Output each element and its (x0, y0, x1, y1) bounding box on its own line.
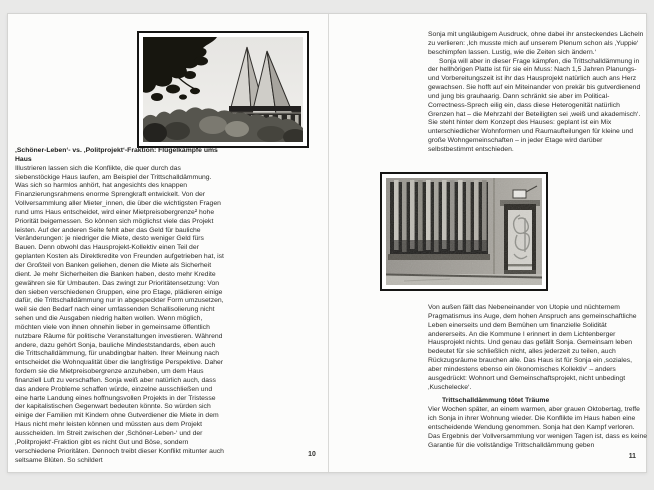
spine-divider (328, 14, 329, 472)
church-spires-photo (143, 37, 303, 142)
left-body-paragraph: Illustrieren lassen sich die Konflikte, die quer durch das siebenstöckige Haus laufen, am Beispiel der Trittschalldämmung. Was sich so harmlos anhört, hat angesichts des knappen Finanzierungsrahmens enorme Sprengkraft entwickelt. Von der Vollversammlung aller Mieter_innen, die über die wichtigsten Fragen rund ums Haus entscheidet, wird einer Mietpreisobergrenze² hohe Priorität beigemessen. So können sich möglichst viele das Projekt leisten. Auf der anderen Seite fehlt aber das Geld für bauliche Veränderungen: je niedriger die Miete, desto weniger Geld fürs Bauen. Denn obwohl das Hausprojekt-Kollektiv einen Teil der geplanten Kosten als Direktkredite von Freunden aufgetrieben hat, ist der Großteil von Banken geliehen, denen die Miete als Sicherheit dient. Je mehr Sicherheiten die Banken haben, desto mehr Kredite gewähren sie für Umbauten. Das zwingt zur Prioritätensetzung: Von den sieben verschiedenen Gruppen, eine pro Etage, plädieren einige dafür, die Trittschalldämmung nur in abgespeckter Form umzusetzen, weil sie den Bedarf nach einer umfassenden Schallisolierung nicht sehen und die Ausgaben niedrig halten wollen. Wenn möglich, möchten viele von ihnen ohnehin lieber in gemeinsame öffentlich nutzbare Räume für politische Veranstaltungen investieren. Während andere, dazu gehört Sonja, bauliche Mindeststandards, eben auch die Trittschalldämmung, für unabdingbar halten. Ihrer Meinung nach entscheidet die Wohnqualität über die langfristige Perspektive. Daher fordern sie die Mietpreisobergrenze anzuheben, um dem Haus finanziell Luft zu verschaffen. Sonja weiß aber natürlich auch, dass das andere Probleme schaffen würde, einzelne ausschließen und eine harte Landung eines hoffnungsvollen Projekts in der Tristesse der kapitalistischen Gegenwart bedeuten könnte. So würden sich einige der Familien mit Kindern ohne Gutverdiener die Miete in dem Haus nicht mehr leisten können und müssten aus dem Projekt ausscheiden. Im Streit zwischen der ‚Schöner-Leben-‘ und der ‚Politprojekt‘-Fraktion gibt es nicht Gut und Böse, sondern verschiedene Prioritäten. Dennoch treibt dieser Konflikt mitunter auch seltsame Blüten. So schildert (15, 164, 224, 464)
paragraph: Sonja will aber in dieser Frage kämpfen, die Trittschalldämmung in der hellhörigen Platte ist für sie ein Muss: Nach 1,5 Jahren Planungs- und Vorbereitungszeit ist ihr das Hausprojekt natürlich auch ans Herz gewachsen. Sie hofft auf ein Miteinander von prekär bis gutverdienend und jung bis grauhaarig. Dann schränkt sie aber im Political-Correctness-Sprech eilig ein, dass diese Heterogenität natürlich Grenzen hat – die Mehrzahl der Beteiligten sei ‚weiß und akademisch‘. Sie steht hinter dem Konzept des Hauses: geplant ist ein Mix unterschiedlicher Wohnformen und Raumaufteilungen für kleine und große Wohngemeinschaften – in jeder Etage wird darüber selbstbestimmt entschieden. (428, 57, 641, 153)
page-left (8, 14, 328, 472)
paragraph: Vier Wochen später, an einem warmen, aber grauen Oktobertag, treffe ich Sonja in ihrer Wohnung wieder. Die Konflikte im Haus haben eine entscheidende Wendung genommen. Sonja hat den Kampf verloren. Das Ergebnis der Vollversammlung vor wenigen Tagen ist, dass es keine Garantie für die vollständige Trittschalldämmung geben (428, 406, 647, 449)
paragraph: Von außen fällt das Nebeneinander von Utopie und nüchternem Pragmatismus ins Auge, dem hohen Anspruch ans gemeinschaftliche Leben einerseits und dem Bemühen um finanzielle Solidität andererseits. An die Kommune I erinnert in dem Lichtenberger Hausprojekt nichts. Und genau das gefällt Sonja. Gemeinsam leben bedeutet für sie schließlich nicht, alles jederzeit zu teilen, auch Rückzugsräume brauchen alle. Das Haus ist für Sonja ein ‚soziales, aber mindestens ebenso ein ökonomisches Kollektiv‘ – anders ausgedrückt: Wohnort und Gemeinschaftsprojekt, nicht unbedingt ‚Kuschelecke‘. (428, 304, 637, 391)
right-text-column-bottom (428, 304, 647, 451)
building-facade-photo (386, 178, 542, 285)
section-heading: ‚Schöner-Leben‘- vs. ‚Politprojekt‘-Fraktion: Flügelkämpfe ums Haus (15, 147, 218, 163)
page-number-left: 10 (308, 451, 316, 458)
film-grain-overlay (386, 178, 542, 285)
right-text-column-top (428, 31, 647, 155)
building-facade-photo-frame (380, 172, 548, 291)
subsection-heading: Trittschalldämmung tötet Träume (442, 397, 550, 405)
church-spires-photo-frame (137, 31, 309, 148)
left-text-column (15, 147, 224, 465)
page-number-right: 11 (628, 453, 636, 460)
paragraph: Sonja mit ungläubigem Ausdruck, ohne dabei ihr ansteckendes Lächeln zu verlieren: ‚Ich musste mich auf unserem Plenum schon als ‚Yuppie‘ beschimpfen lassen. Lustig, wie die Zeiten sich ändern.‘ (428, 31, 644, 56)
book-spread (7, 13, 647, 473)
